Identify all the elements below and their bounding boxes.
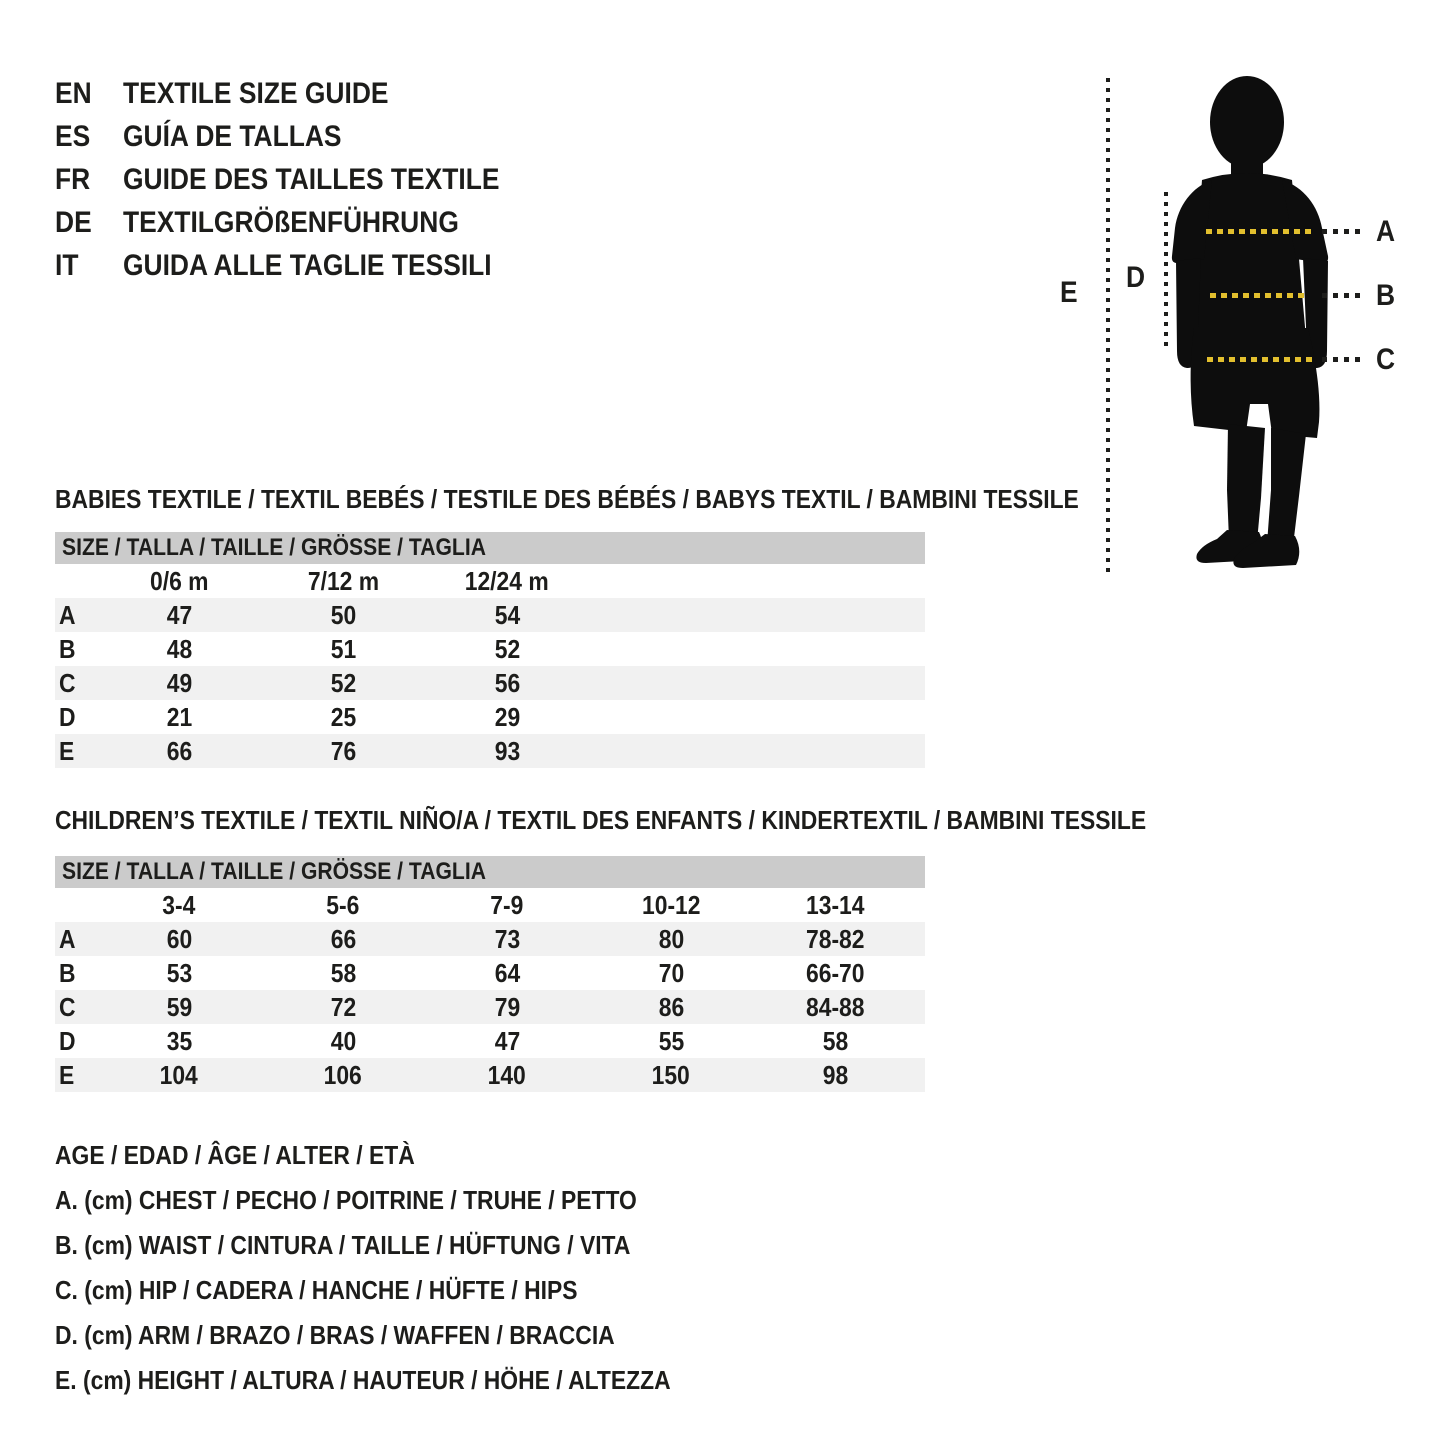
- chest-measure-dash: [1206, 229, 1314, 234]
- lang-row-it: [55, 244, 551, 287]
- lang-row-fr: [55, 158, 551, 201]
- measurement-legend: [55, 1133, 755, 1403]
- lang-code-it: IT: [55, 248, 79, 282]
- table-row: A 60 66 73 80 78-82: [55, 922, 925, 956]
- measure-label-chest: A: [1376, 215, 1396, 248]
- guide-title-de: TEXTILGRÖßENFÜHRUNG: [123, 205, 459, 239]
- children-col-3: 10-12: [641, 889, 701, 920]
- legend-line-waist: B. (cm) WAIST / CINTURA / TAILLE / HÜFTUNG / VITA: [55, 1230, 631, 1260]
- legend-line-age: AGE / EDAD / ÂGE / ALTER / ETÀ: [55, 1140, 415, 1170]
- chest-leader-dash: [1322, 229, 1364, 234]
- measure-label-waist: B: [1376, 279, 1396, 312]
- lang-code-fr: FR: [55, 162, 91, 196]
- babies-col-0: 0/6 m: [149, 565, 209, 596]
- table-row: B 48 51 52: [59, 633, 520, 664]
- children-section-title: CHILDREN’S TEXTILE / TEXTIL NIÑO/A / TEXTIL DES ENFANTS / KINDERTEXTIL / BAMBINI TESSILE: [55, 805, 1147, 835]
- lang-code-de: DE: [55, 205, 92, 239]
- table-row: C 59 72 79 86 84-88: [55, 990, 925, 1024]
- babies-size-table: [55, 532, 925, 768]
- guide-title-en: TEXTILE SIZE GUIDE: [123, 76, 389, 110]
- legend-line-arm: D. (cm) ARM / BRAZO / BRAS / WAFFEN / BRACCIA: [55, 1320, 615, 1350]
- guide-title-es: GUÍA DE TALLAS: [123, 119, 342, 153]
- children-col-0: 3-4: [162, 889, 196, 920]
- children-col-4: 13-14: [805, 889, 865, 920]
- lang-code-es: ES: [55, 119, 91, 153]
- table-row: E 104 106 140 150 98: [55, 1058, 925, 1092]
- hip-measure-dash: [1207, 357, 1317, 362]
- table-row: E 66 76 93: [55, 734, 925, 768]
- lang-row-en: [55, 72, 551, 115]
- children-col-2: 7-9: [490, 889, 524, 920]
- legend-line-hip: C. (cm) HIP / CADERA / HANCHE / HÜFTE / HIPS: [55, 1275, 578, 1305]
- waist-measure-dash: [1210, 293, 1306, 298]
- table-row: D 21 25 29: [59, 701, 520, 732]
- table-row: D 35 40 47 55 58: [59, 1025, 848, 1056]
- measure-label-hip: C: [1376, 343, 1396, 376]
- legend-line-height: E. (cm) HEIGHT / ALTURA / HAUTEUR / HÖHE / ALTEZZA: [55, 1365, 671, 1395]
- measure-label-arm: D: [1126, 261, 1146, 294]
- lang-code-en: EN: [55, 76, 92, 110]
- lang-row-de: [55, 201, 551, 244]
- guide-title-it: GUIDA ALLE TAGLIE TESSILI: [123, 248, 492, 282]
- table-row: B 53 58 64 70 66-70: [59, 957, 865, 988]
- measure-label-height: E: [1060, 276, 1078, 309]
- children-size-header-bar: SIZE / TALLA / TAILLE / GRÖSSE / TAGLIA: [55, 856, 925, 888]
- babies-size-header-bar: SIZE / TALLA / TAILLE / GRÖSSE / TAGLIA: [55, 532, 925, 564]
- language-header: [55, 72, 551, 287]
- babies-section-title: BABIES TEXTILE / TEXTIL BEBÉS / TESTILE DES BÉBÉS / BABYS TEXTIL / BAMBINI TESSILE: [55, 484, 1079, 514]
- guide-title-fr: GUIDE DES TAILLES TEXTILE: [123, 162, 500, 196]
- children-column-header-row: [55, 888, 925, 922]
- babies-column-header-row: [55, 564, 925, 598]
- table-row: C 49 52 56: [55, 666, 925, 700]
- children-col-1: 5-6: [326, 889, 360, 920]
- children-size-table: [55, 856, 925, 1092]
- lang-row-es: [55, 115, 551, 158]
- babies-col-2: 12/24 m: [465, 565, 549, 596]
- waist-leader-dash: [1322, 293, 1364, 298]
- babies-col-1: 7/12 m: [307, 565, 379, 596]
- legend-line-chest: A. (cm) CHEST / PECHO / POITRINE / TRUHE / PETTO: [55, 1185, 637, 1215]
- hip-leader-dash: [1322, 357, 1364, 362]
- table-row: A 47 50 54: [55, 598, 925, 632]
